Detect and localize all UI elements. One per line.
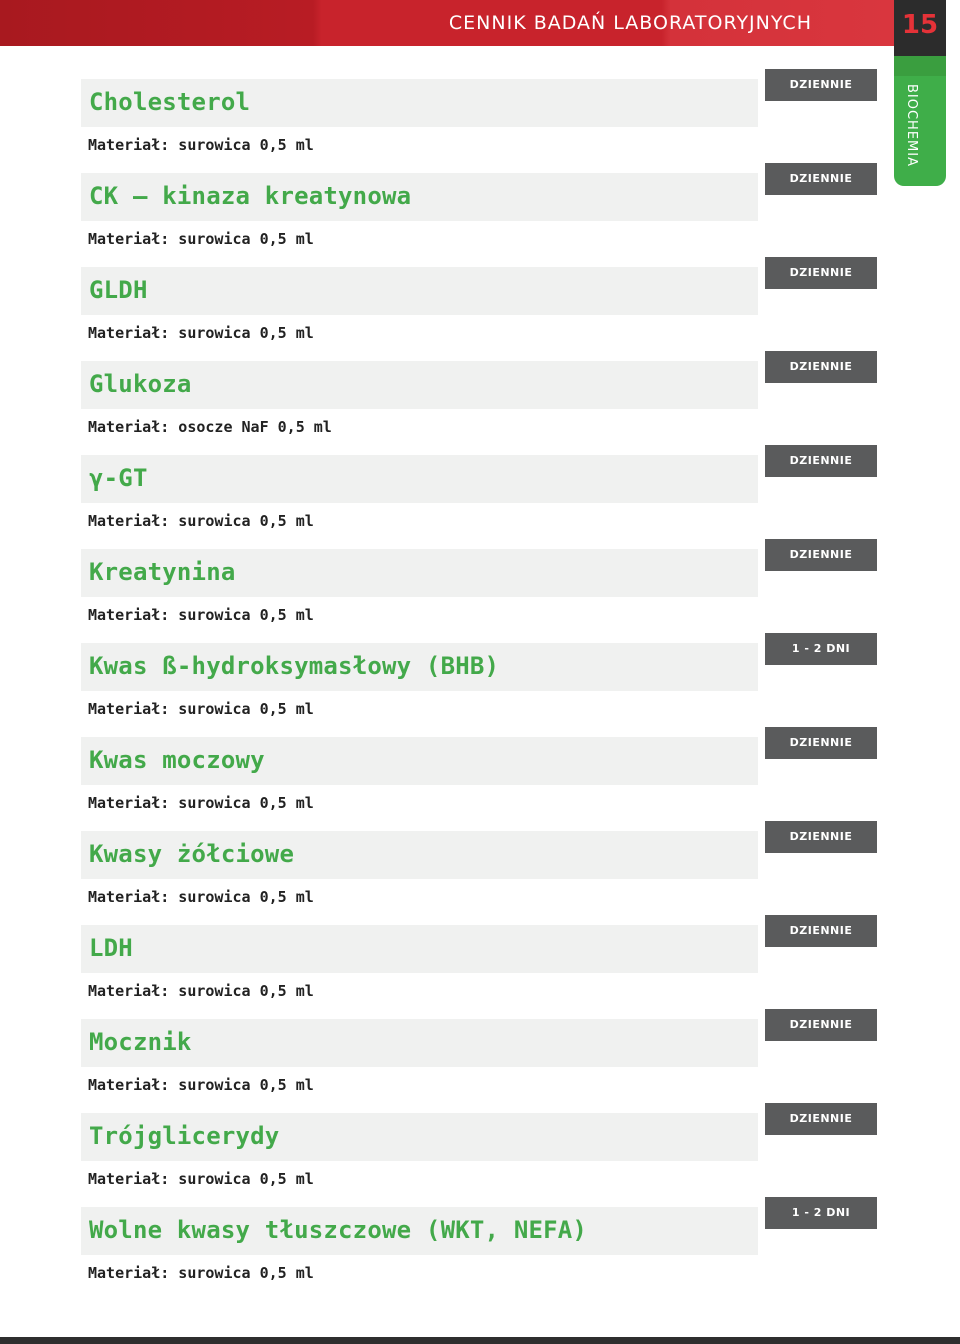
test-name: Trójglicerydy <box>89 1122 280 1150</box>
test-material: Materiał: surowica 0,5 ml <box>88 982 314 1000</box>
turnaround-badge: DZIENNIE <box>765 257 877 289</box>
test-material: Materiał: surowica 0,5 ml <box>88 1076 314 1094</box>
test-name-bar <box>81 1113 758 1161</box>
test-entry <box>0 549 960 643</box>
test-name-bar <box>81 831 758 879</box>
turnaround-badge: DZIENNIE <box>765 445 877 477</box>
test-name-bar <box>81 173 758 221</box>
test-entry <box>0 173 960 267</box>
document-title: CENNIK BADAŃ LABORATORYJNYCH <box>448 12 812 34</box>
test-material: Materiał: surowica 0,5 ml <box>88 230 314 248</box>
page-number-box <box>894 0 946 56</box>
test-entry <box>0 79 960 173</box>
test-name: GLDH <box>89 276 148 304</box>
test-entry <box>0 1019 960 1113</box>
test-entry <box>0 737 960 831</box>
test-material: Materiał: surowica 0,5 ml <box>88 324 314 342</box>
test-entry <box>0 361 960 455</box>
turnaround-badge: DZIENNIE <box>765 915 877 947</box>
test-entry <box>0 643 960 737</box>
page-number: 15 <box>901 10 939 40</box>
test-name-bar <box>81 643 758 691</box>
test-name: LDH <box>89 934 133 962</box>
test-name: Mocznik <box>89 1028 192 1056</box>
section-label: BIOCHEMIA <box>904 84 919 167</box>
test-name-bar <box>81 455 758 503</box>
test-name: Wolne kwasy tłuszczowe (WKT, NEFA) <box>89 1216 588 1244</box>
turnaround-badge: DZIENNIE <box>765 1009 877 1041</box>
test-name-bar <box>81 737 758 785</box>
test-name-bar <box>81 925 758 973</box>
test-name: γ-GT <box>89 464 148 492</box>
test-name: Kwasy żółciowe <box>89 840 295 868</box>
test-material: Materiał: surowica 0,5 ml <box>88 1170 314 1188</box>
test-name-bar <box>81 79 758 127</box>
test-name-bar <box>81 1019 758 1067</box>
test-entry <box>0 267 960 361</box>
test-entry <box>0 1113 960 1207</box>
turnaround-badge: DZIENNIE <box>765 821 877 853</box>
test-name: Kwas moczowy <box>89 746 265 774</box>
turnaround-badge: 1 - 2 DNI <box>765 1197 877 1229</box>
test-name: Cholesterol <box>89 88 251 116</box>
page-header <box>0 0 894 46</box>
test-entry <box>0 1207 960 1301</box>
test-entry <box>0 455 960 549</box>
test-material: Materiał: surowica 0,5 ml <box>88 1264 314 1282</box>
test-name-bar <box>81 549 758 597</box>
test-material: Materiał: surowica 0,5 ml <box>88 700 314 718</box>
test-name-bar <box>81 361 758 409</box>
test-name-bar <box>81 1207 758 1255</box>
turnaround-badge: DZIENNIE <box>765 727 877 759</box>
turnaround-badge: 1 - 2 DNI <box>765 633 877 665</box>
test-material: Materiał: surowica 0,5 ml <box>88 794 314 812</box>
turnaround-badge: DZIENNIE <box>765 69 877 101</box>
test-name-bar <box>81 267 758 315</box>
turnaround-badge: DZIENNIE <box>765 351 877 383</box>
test-material: Materiał: osocze NaF 0,5 ml <box>88 418 332 436</box>
test-entry <box>0 925 960 1019</box>
test-material: Materiał: surowica 0,5 ml <box>88 136 314 154</box>
test-name: CK – kinaza kreatynowa <box>89 182 412 210</box>
turnaround-badge: DZIENNIE <box>765 539 877 571</box>
turnaround-badge: DZIENNIE <box>765 163 877 195</box>
test-name: Kwas ß-hydroksymasłowy (BHB) <box>89 652 500 680</box>
test-material: Materiał: surowica 0,5 ml <box>88 512 314 530</box>
test-material: Materiał: surowica 0,5 ml <box>88 888 314 906</box>
turnaround-badge: DZIENNIE <box>765 1103 877 1135</box>
footer-bar <box>0 1337 960 1344</box>
test-material: Materiał: surowica 0,5 ml <box>88 606 314 624</box>
test-name: Glukoza <box>89 370 192 398</box>
test-name: Kreatynina <box>89 558 236 586</box>
test-entry <box>0 831 960 925</box>
